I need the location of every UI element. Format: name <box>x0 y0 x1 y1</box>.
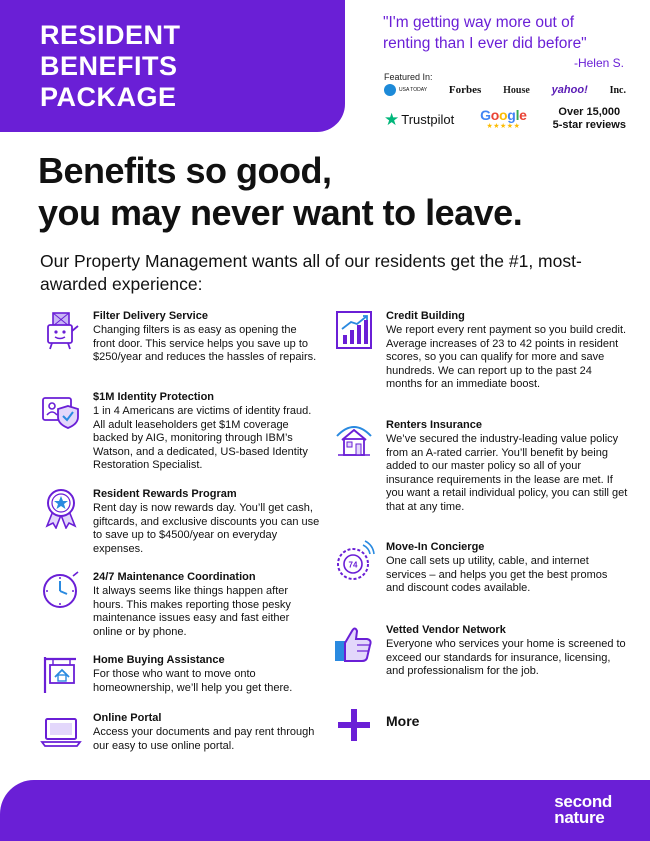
title-line-1: RESIDENT <box>40 20 181 50</box>
benefit-title: $1M Identity Protection <box>93 391 215 403</box>
testimonial-quote: "I'm getting way more out of renting than I ever did before" <box>383 14 587 52</box>
title-line-2: BENEFITS <box>40 51 178 81</box>
filter-delivery-icon <box>40 309 82 351</box>
benefit-title: Move-In Concierge <box>386 541 485 553</box>
home-buying-icon <box>40 653 82 695</box>
yahoo-logo: yahoo! <box>551 84 588 96</box>
benefit-title: Renters Insurance <box>386 419 482 431</box>
more-benefits[interactable] <box>333 705 383 745</box>
identity-protection-icon <box>40 390 82 432</box>
google-logo: Google <box>480 106 527 123</box>
reviews-count <box>553 106 626 132</box>
headline <box>38 150 638 234</box>
insured-house-icon <box>333 418 375 460</box>
reviews-line-2: 5-star reviews <box>552 119 626 131</box>
thumbs-up-icon <box>333 623 375 665</box>
benefit-title: Filter Delivery Service <box>93 310 208 322</box>
benefit-title: Home Buying Assistance <box>93 654 225 666</box>
title-line-3: PACKAGE <box>40 82 177 112</box>
more-label[interactable]: More <box>386 713 420 729</box>
usa-today-label: USA TODAY <box>399 86 428 93</box>
benefit-title: Resident Rewards Program <box>93 488 237 500</box>
benefit-description: Rent day is now rewards day. You’ll get cash, giftcards, and exclusive discounts you can use to save up to $4500/year on everyday expenses. <box>93 502 320 555</box>
google-rating <box>480 108 526 131</box>
trustpilot-logo <box>384 111 454 128</box>
intro-text: Our Property Management wants all of our residents get the #1, most-awarded experience: <box>40 251 582 294</box>
headline-line-1: Benefits so good, <box>38 150 332 191</box>
benefit-title: Vetted Vendor Network <box>386 624 506 636</box>
featured-label: Featured In: <box>384 72 433 82</box>
house-logo: House <box>503 84 530 96</box>
headline-line-2: you may never want to leave. <box>38 192 523 233</box>
ratings-row <box>384 106 626 132</box>
benefit-description: We’ve secured the industry-leading value policy from an A-rated carrier. You’ll benefit by being added to our master policy so all of your insurance requirements in the lease are met. If you want a retail individual policy, you can still get that at any time. <box>386 433 628 513</box>
google-stars-icon: ★★★★★ <box>486 122 521 130</box>
maintenance-clock-icon <box>40 570 82 612</box>
forbes-logo: Forbes <box>448 84 482 96</box>
benefit-title: Credit Building <box>386 310 465 322</box>
thermostat-icon <box>333 540 375 582</box>
benefit-description: It always seems like things happen after hours. This makes reporting those pesky maintenance issues easy and fast either online or by phone. <box>93 585 291 638</box>
usa-today-dot-icon <box>384 84 396 96</box>
usa-today-logo <box>384 84 427 96</box>
plus-icon <box>333 705 375 747</box>
benefit-description: Access your documents and pay rent through our easy to use online portal. <box>93 726 315 752</box>
header-band <box>0 0 345 132</box>
benefit-description: 1 in 4 Americans are victims of identity fraud. All adult leaseholders get $1M coverage backed by AIG, monitoring through IBM’s Watson, and a dedicated, US-based Identity Restoration Specialist. <box>93 405 312 471</box>
benefit-description: For those who want to move onto homeownership, we’ll help you get there. <box>93 668 293 694</box>
second-nature-logo <box>554 794 612 826</box>
benefit-description: One call sets up utility, cable, and internet services – and helps you get the best promos and discount codes available. <box>386 555 608 594</box>
testimonial-author: -Helen S. <box>573 56 624 70</box>
reviews-line-1: Over 15,000 <box>558 106 621 118</box>
trustpilot-label: Trustpilot <box>401 111 455 127</box>
thermostat-reading: 74 <box>348 560 358 570</box>
footer-band <box>0 780 650 841</box>
logo-line-2: nature <box>554 808 605 827</box>
credit-chart-icon <box>333 309 375 351</box>
benefit-title: Online Portal <box>93 712 162 724</box>
rewards-badge-icon <box>40 487 82 529</box>
laptop-icon <box>40 711 82 753</box>
trustpilot-star-icon: ★ <box>384 109 400 129</box>
inc-logo: Inc. <box>609 84 626 96</box>
benefit-description: We report every rent payment so you build credit. Average increases of 23 to 42 points in resident scores, so you can qualify for more and save hundreds. We can report up to the past 24 months for an immediate boost. <box>386 324 627 390</box>
page-title <box>40 20 181 113</box>
benefit-description: Changing filters is as easy as opening the front door. This service helps you save up to $250/year and reduces the hassles of repairs. <box>93 324 317 363</box>
benefit-description: Everyone who services your home is screened to exceed our standards for insurance, licensing, and professionalism for the job. <box>386 638 626 677</box>
press-logos <box>384 84 626 96</box>
logo-line-1: second <box>554 792 612 811</box>
benefit-title: 24/7 Maintenance Coordination <box>93 571 256 583</box>
